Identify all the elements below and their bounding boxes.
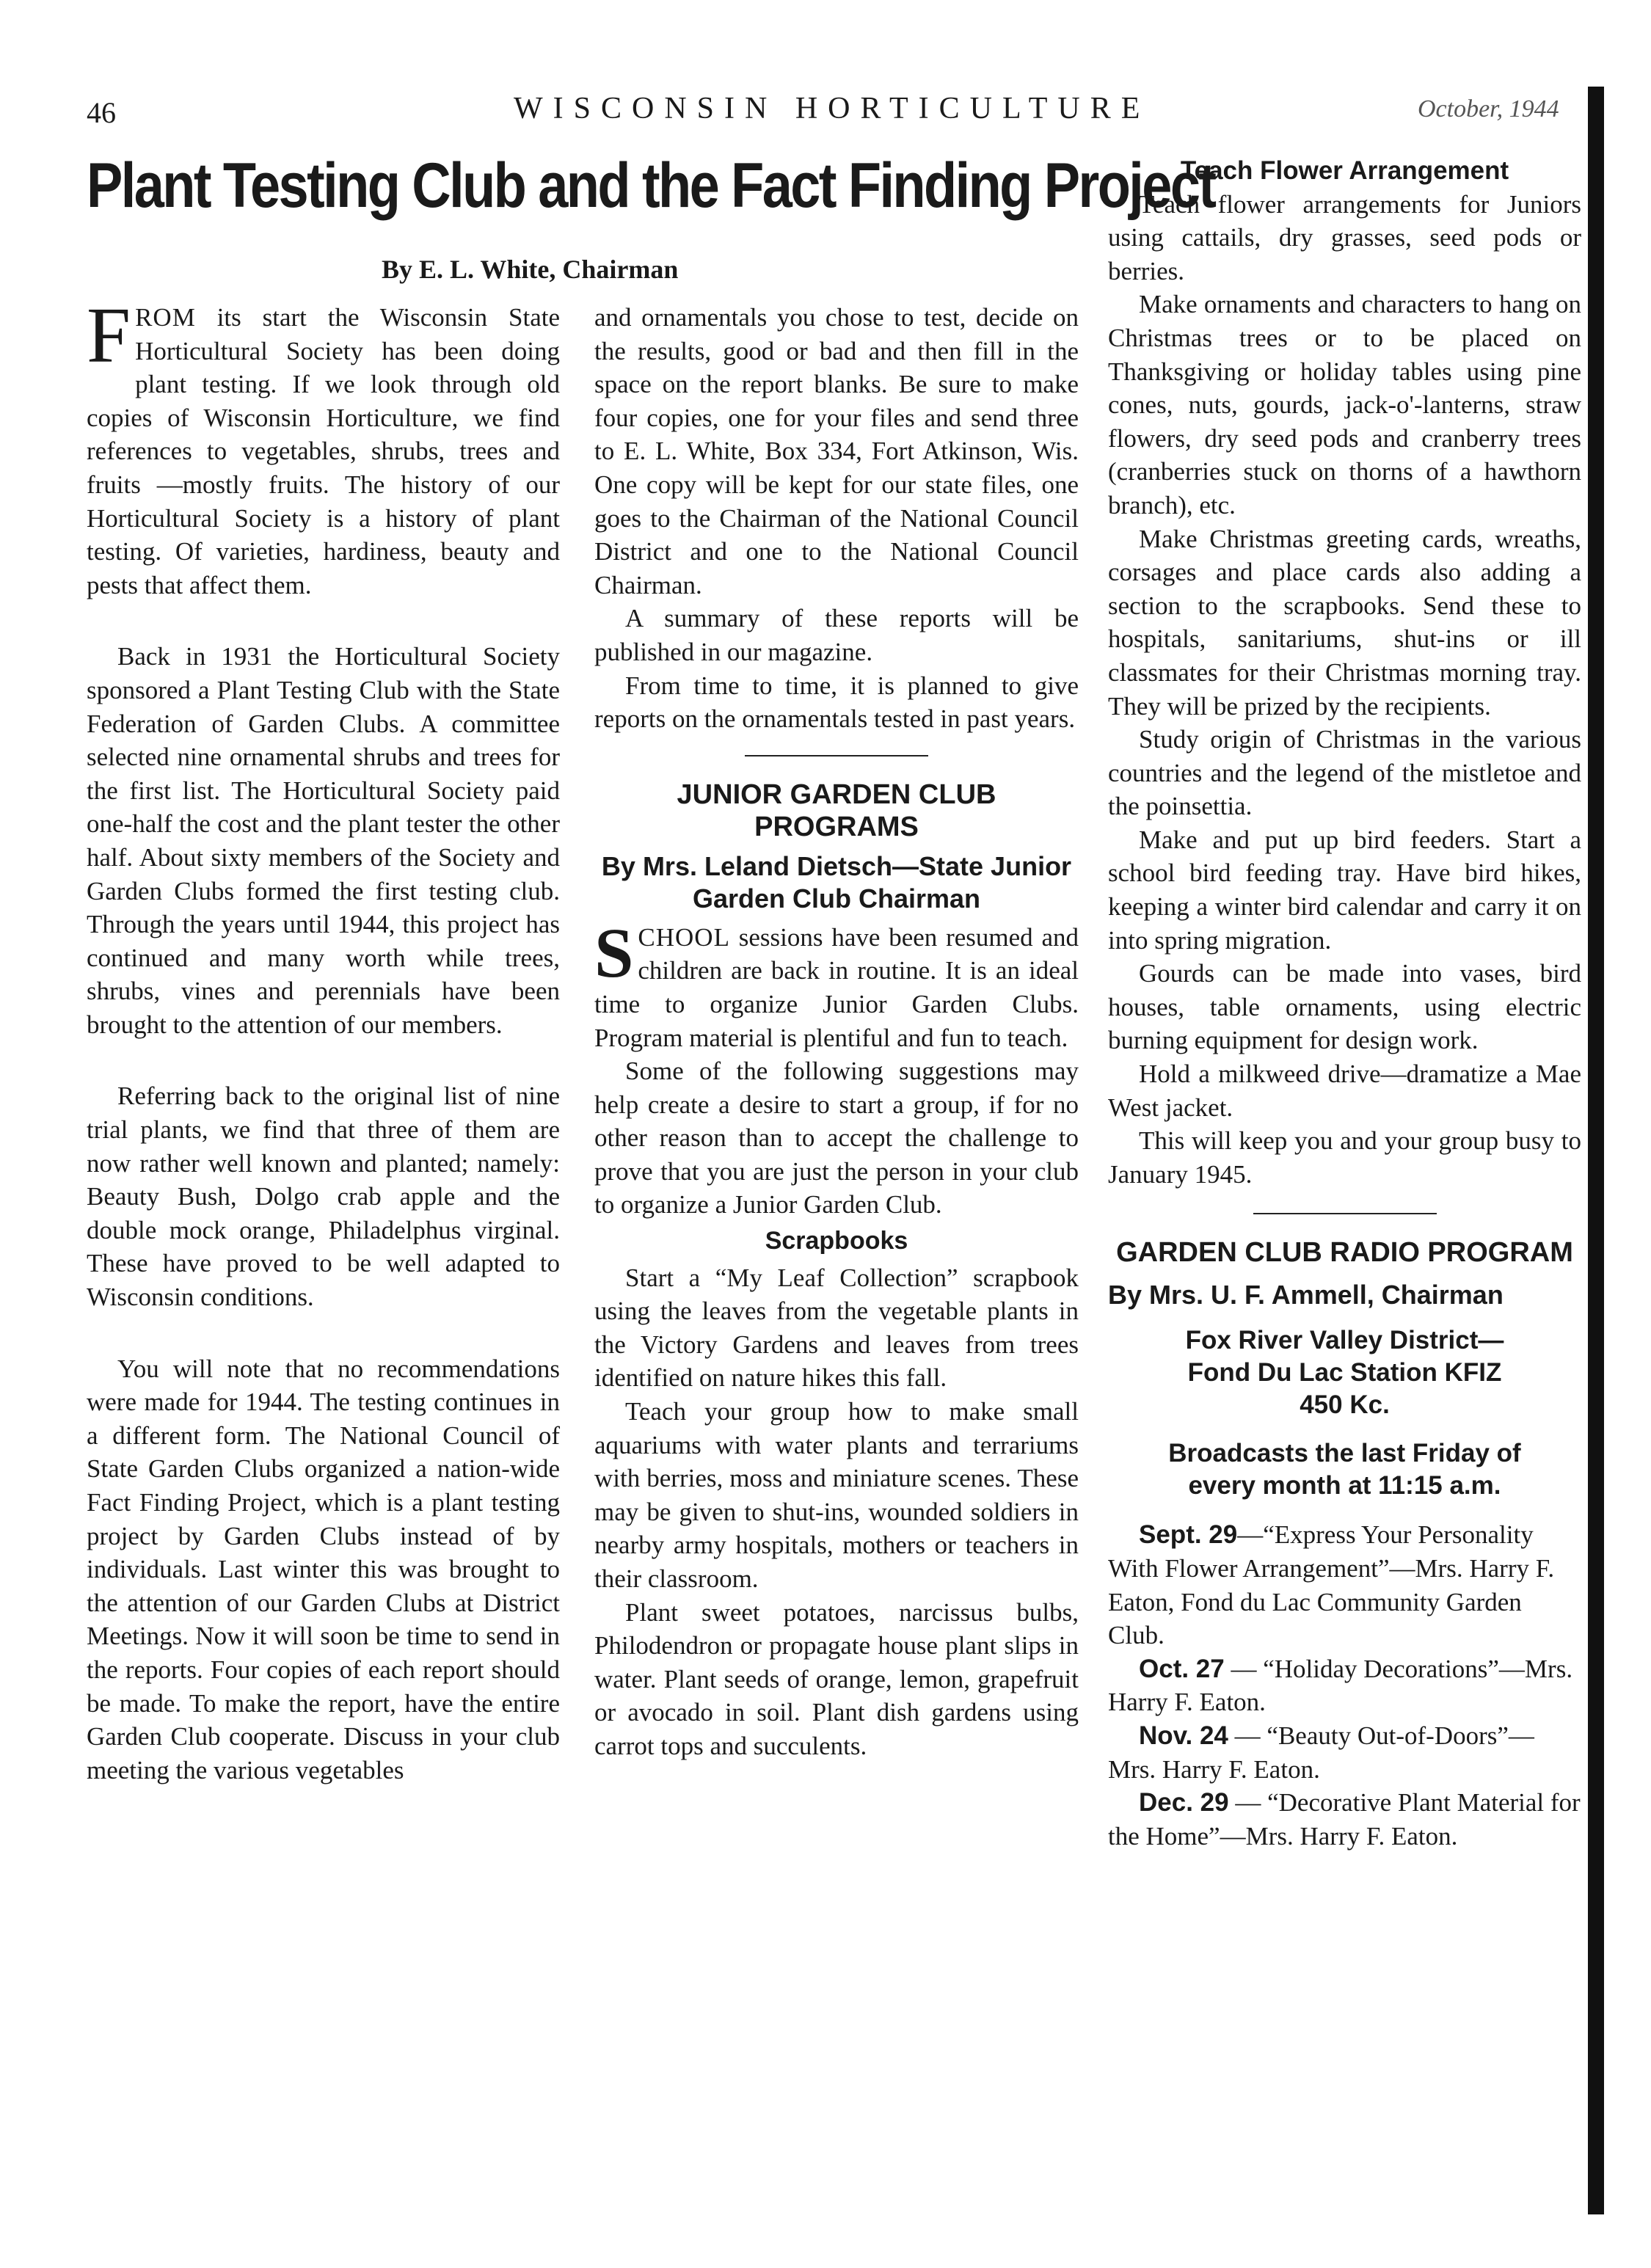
article-paragraph-5: and ornamentals you chose to test, decide on the results, good or bad and then fill in the space on the report blanks. Be sure to make four copies, one for your files and send three to E. L. White, Box 334, Fort Atkinson, Wis. One copy will be kept for our state files, one goes to the Chairman of the National Council District and one to the National Council Chairman. (594, 303, 1079, 599)
column-3 (1108, 154, 1581, 1853)
issue-date: October, 1944 (1418, 95, 1559, 123)
broadcast-line-1: Broadcasts the last Friday of (1168, 1439, 1521, 1468)
radio-byline: By Mrs. U. F. Ammell, Chairman (1108, 1280, 1504, 1310)
junior-paragraph-10: Make and put up bird feeders. Start a school bird feeding tray. Have bird hikes, keeping a winter bird calendar and carry it on into spring migration. (1108, 825, 1581, 955)
schedule-text: — “Holiday Decorations”—Mrs. Harry F. Eaton. (1108, 1654, 1573, 1717)
radio-section-heading: GARDEN CLUB RADIO PROGRAM (1116, 1237, 1573, 1269)
junior-paragraph-4: Teach your group how to make small aquariums with water plants and terrariums with berries, moss and miniature scenes. These may be given to shut-ins, wounded soldiers in nearby army hospitals, mothers or teachers in their classroom. (594, 1397, 1079, 1593)
drop-cap: S (594, 913, 634, 992)
paragraph-text: its start the Wisconsin State Horticultural Society has been doing plant testing. If we look through old copies of Wisconsin Horticulture, we find references to vegetables, shrubs, trees and fruits —mostly fruits. The history of our Horticultural Society is a history of plant testing. Of varieties, hardiness, beauty and pests that affect them. (87, 303, 560, 599)
junior-paragraph-12: Hold a milkweed drive—dramatize a Mae West jacket. (1108, 1060, 1581, 1122)
junior-byline: By Mrs. Leland Dietsch—State Junior Garden Club Chairman (601, 850, 1072, 914)
schedule-text: — “Decorative Plant Material for the Home”—Mrs. Harry F. Eaton. (1108, 1788, 1581, 1851)
paragraph-text: sessions have been resumed and children are back in routine. It is an ideal time to organize Junior Garden Clubs. Program material is plentiful and fun to teach. (594, 922, 1079, 1052)
junior-paragraph-3: Start a “My Leaf Collection” scrapbook using the leaves from the vegetable plants in the Victory Gardens and leaves from trees identified on nature hikes this fall. (594, 1263, 1079, 1393)
schedule-item (1108, 1786, 1581, 1853)
schedule-item (1108, 1719, 1581, 1786)
article-title: Plant Testing Club and the Fact Finding Project (87, 150, 1215, 221)
journal-title: WISCONSIN HORTICULTURE (514, 92, 1151, 125)
lead-caps: CHOOL (638, 922, 730, 952)
article-byline: By E. L. White, Chairman (382, 255, 679, 284)
junior-paragraph-1 (594, 913, 1079, 1054)
scrapbooks-heading: Scrapbooks (765, 1227, 908, 1255)
article-paragraph-4: You will note that no recommendations were made for 1944. The testing continues in a different form. The National Council of State Garden Clubs organized a nation-wide Fact Finding Project, which is a plant testing project by Garden Clubs instead of by individuals. Last winter this was brought to the attention of our Garden Clubs at District Meetings. Now it will soon be time to send in the reports. Four copies of each report should be made. To make the report, have the entire Garden Club cooperate. Discuss in your club meeting the various vegetables (87, 1354, 560, 1784)
broadcast-line-2: every month at 11:15 a.m. (1188, 1471, 1501, 1501)
article-paragraph-6: A summary of these reports will be published in our magazine. (594, 604, 1079, 666)
junior-paragraph-5: Plant sweet potatoes, narcissus bulbs, Philodendron or propagate house plant slips in water. Plant seeds of orange, lemon, grapefruit or avocado in soil. Plant dish gardens using carrot tops and succulents. (594, 1597, 1079, 1760)
junior-paragraph-2: Some of the following suggestions may help create a desire to start a group, if for no other reason than to accept the challenge to prove that you are just the person in your club to organize a Junior Garden Club. (594, 1057, 1079, 1219)
article-paragraph-3: Referring back to the original list of nine trial plants, we find that three of them are now rather well known and planted; namely: Beauty Bush, Dolgo crab apple and the double mock orange, Philadelphus virginal. These have proved to be well adapted to Wisconsin conditions. (87, 1082, 560, 1312)
section-divider (1253, 1213, 1437, 1214)
column-1 (87, 292, 560, 1787)
station-line-1: Fox River Valley District— (1185, 1326, 1504, 1355)
station-line-3: 450 Kc. (1300, 1390, 1390, 1420)
junior-paragraph-8: Make Christmas greeting cards, wreaths, corsages and place cards also adding a section to the scrapbooks. Send these to hospitals, sanitariums, shut-ins or ill classmates for their Christmas morning tray. They will be prized by the recipients. (1108, 524, 1581, 721)
junior-paragraph-7: Make ornaments and characters to hang on Christmas trees or to be placed on Thanksgiving or holiday tables using pine cones, nuts, gourds, jack-o'-lanterns, straw flowers, dry seed pods and cranberry trees (cranberries stuck on thorns of a hawthorn branch), etc. (1108, 290, 1581, 519)
page-number: 46 (87, 96, 116, 129)
lead-caps: ROM (135, 303, 196, 332)
junior-paragraph-11: Gourds can be made into vases, bird houses, table ornaments, using electric burning equipment for design work. (1108, 959, 1581, 1055)
schedule-item (1108, 1652, 1581, 1719)
drop-cap: F (87, 292, 131, 379)
schedule-text: —“Express Your Personality With Flower Arrangement”—Mrs. Harry F. Eaton, Fond du Lac Community Garden Club. (1108, 1520, 1555, 1650)
schedule-date: Nov. 24 (1139, 1721, 1228, 1750)
teach-flower-heading: Teach Flower Arrangement (1180, 156, 1509, 185)
junior-paragraph-13: This will keep you and your group busy to January 1945. (1108, 1126, 1581, 1189)
schedule-item (1108, 1518, 1581, 1652)
section-divider (745, 755, 928, 756)
junior-paragraph-6: Teach flower arrangements for Juniors using cattails, dry grasses, seed pods or berries. (1108, 189, 1581, 285)
schedule-date: Sept. 29 (1139, 1520, 1238, 1550)
schedule-date: Oct. 27 (1139, 1654, 1225, 1683)
column-2 (594, 301, 1079, 1763)
article-paragraph-7: From time to time, it is planned to give reports on the ornamentals tested in past years. (594, 671, 1079, 734)
page-edge-bar (1588, 87, 1604, 2214)
schedule-date: Dec. 29 (1139, 1788, 1229, 1817)
article-paragraph-1 (87, 292, 560, 602)
junior-section-heading: JUNIOR GARDEN CLUB PROGRAMS (677, 779, 996, 842)
article-paragraph-2: Back in 1931 the Horticultural Society sponsored a Plant Testing Club with the State Federation of Garden Clubs. A committee selected nine ornamental shrubs and trees for the first list. The Horticultural Society paid one-half the cost and the plant tester the other half. About sixty members of the Society and Garden Clubs formed the first testing club. Through the years until 1944, this project has continued and many worth while trees, shrubs, vines and perennials have been brought to the attention of our members. (87, 642, 560, 1039)
junior-paragraph-9: Study origin of Christmas in the various countries and the legend of the mistletoe and the poinsettia. (1108, 725, 1581, 821)
station-line-2: Fond Du Lac Station KFIZ (1187, 1358, 1502, 1388)
schedule-text: — “Beauty Out-of-Doors”—Mrs. Harry F. Eaton. (1108, 1721, 1534, 1784)
